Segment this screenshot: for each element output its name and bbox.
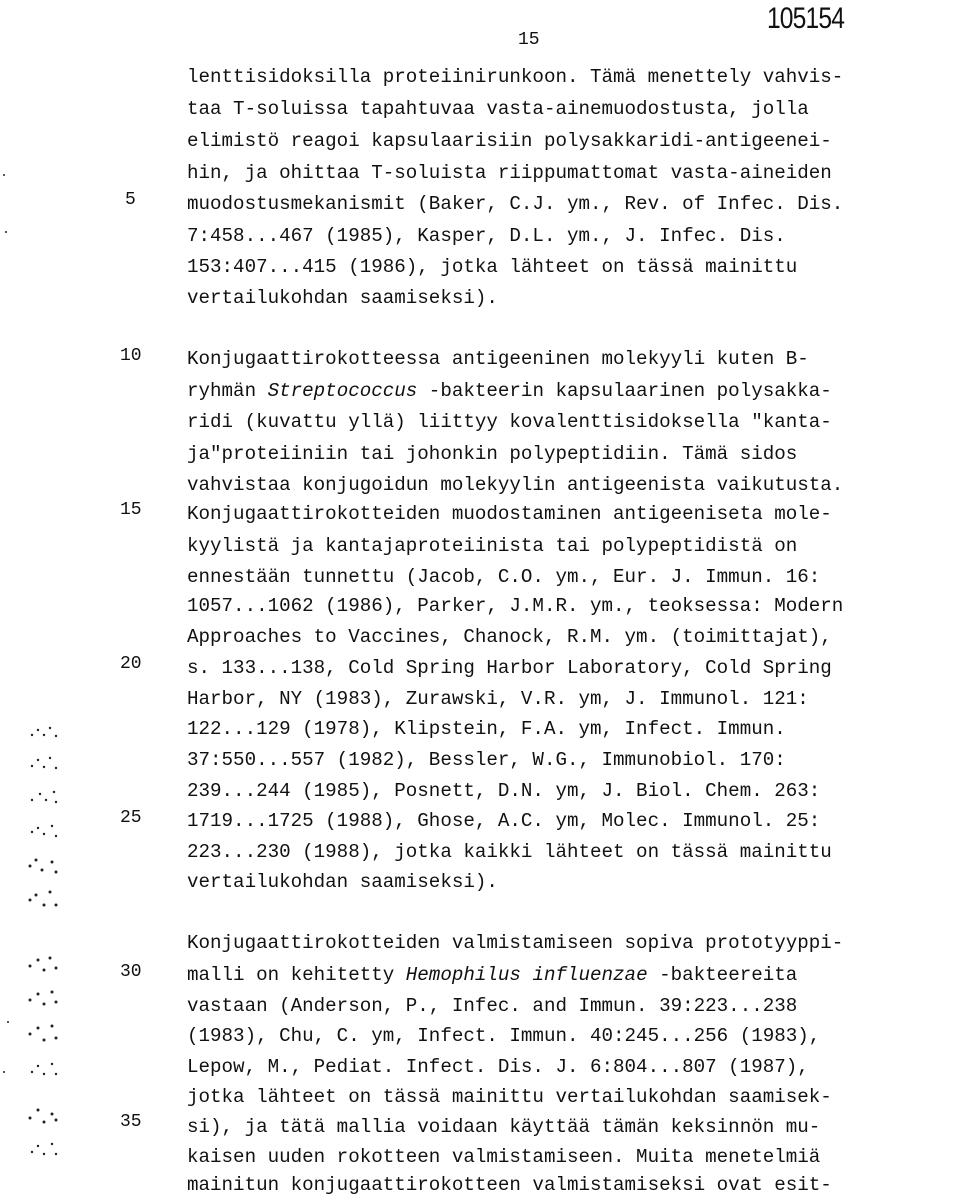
text-line: si), ja tätä mallia voidaan käyttää tämän keksinnön mu- [187, 1116, 821, 1138]
line-number: 5 [125, 190, 136, 210]
page-number: 15 [518, 30, 540, 50]
text-run: -bakteerin kapsulaarinen polysakka- [417, 380, 832, 402]
text-line: vahvistaa konjugoidun molekyylin antigeenista vaikutusta. [187, 474, 844, 496]
text-line: Konjugaattirokotteiden valmistamiseen sopiva prototyyppi- [187, 932, 844, 954]
text-line: 153:407...415 (1986), jotka lähteet on tässä mainittu [187, 256, 798, 278]
text-line: jotka lähteet on tässä mainittu vertailukohdan saamisek- [187, 1086, 832, 1108]
text-line: 37:550...557 (1982), Bessler, W.G., Immunobiol. 170: [187, 749, 786, 771]
text-line: 7:458...467 (1985), Kasper, D.L. ym., J. Infec. Dis. [187, 225, 786, 247]
text-line: Konjugaattirokotteessa antigeeninen molekyyli kuten B- [187, 348, 809, 370]
text-line: hin, ja ohittaa T-soluista riippumattomat vasta-aineiden [187, 162, 832, 184]
text-line: Lepow, M., Pediat. Infect. Dis. J. 6:804...807 (1987), [187, 1056, 809, 1078]
text-line [187, 966, 797, 985]
line-number: 35 [120, 1112, 142, 1132]
line-number: 10 [120, 346, 142, 366]
text-line: elimistö reagoi kapsulaarisiin polysakkaridi-antigeenei- [187, 130, 832, 152]
text-line [187, 382, 832, 401]
text-line: 122...129 (1978), Klipstein, F.A. ym, Infect. Immun. [187, 718, 786, 740]
text-run: -bakteereita [647, 964, 798, 986]
species-name: Streptococcus [267, 380, 418, 402]
text-line: mainitun konjugaattirokotteen valmistamiseksi ovat esit- [187, 1174, 832, 1196]
text-line: vertailukohdan saamiseksi). [187, 871, 498, 893]
text-line: vertailukohdan saamiseksi). [187, 287, 498, 309]
text-line: kyylistä ja kantajaproteiinista tai polypeptidistä on [187, 535, 798, 557]
text-run: ryhmän [187, 380, 268, 402]
text-line: ennestään tunnettu (Jacob, C.O. ym., Eur. J. Immun. 16: [187, 566, 821, 588]
species-name: Hemophilus influenzae [405, 964, 648, 986]
text-line: 1719...1725 (1988), Ghose, A.C. ym, Molec. Immunol. 25: [187, 810, 821, 832]
text-line: (1983), Chu, C. ym, Infect. Immun. 40:245...256 (1983), [187, 1025, 821, 1047]
text-line: 239...244 (1985), Posnett, D.N. ym, J. Biol. Chem. 263: [187, 780, 821, 802]
line-number: 20 [120, 654, 142, 674]
text-line: kaisen uuden rokotteen valmistamiseen. Muita menetelmiä [187, 1146, 821, 1168]
text-line: s. 133...138, Cold Spring Harbor Laboratory, Cold Spring [187, 657, 832, 679]
line-number: 25 [120, 808, 142, 828]
document-number: 105154 [766, 2, 844, 35]
text-run: malli on kehitetty [187, 964, 406, 986]
line-number: 30 [120, 962, 142, 982]
text-line: ja"proteiiniin tai johonkin polypeptidiin. Tämä sidos [187, 443, 798, 465]
text-line: Approaches to Vaccines, Chanock, R.M. ym. (toimittajat), [187, 626, 832, 648]
text-line: Konjugaattirokotteiden muodostaminen antigeeniseta mole- [187, 503, 832, 525]
text-line: vastaan (Anderson, P., Infec. and Immun. 39:223...238 [187, 995, 798, 1017]
text-line: lenttisidoksilla proteiinirunkoon. Tämä menettely vahvis- [187, 66, 844, 88]
text-line: ridi (kuvattu yllä) liittyy kovalenttisidoksella "kanta- [187, 411, 832, 433]
text-line: taa T-soluissa tapahtuvaa vasta-ainemuodostusta, jolla [187, 98, 809, 120]
text-line: muodostusmekanismit (Baker, C.J. ym., Rev. of Infec. Dis. [187, 193, 844, 215]
text-line: 1057...1062 (1986), Parker, J.M.R. ym., teoksessa: Modern [187, 595, 844, 617]
text-line: 223...230 (1988), jotka kaikki lähteet on tässä mainittu [187, 841, 832, 863]
scan-speckle-decoration [0, 0, 90, 1193]
line-number: 15 [120, 500, 142, 520]
text-line: Harbor, NY (1983), Zurawski, V.R. ym, J. Immunol. 121: [187, 688, 809, 710]
